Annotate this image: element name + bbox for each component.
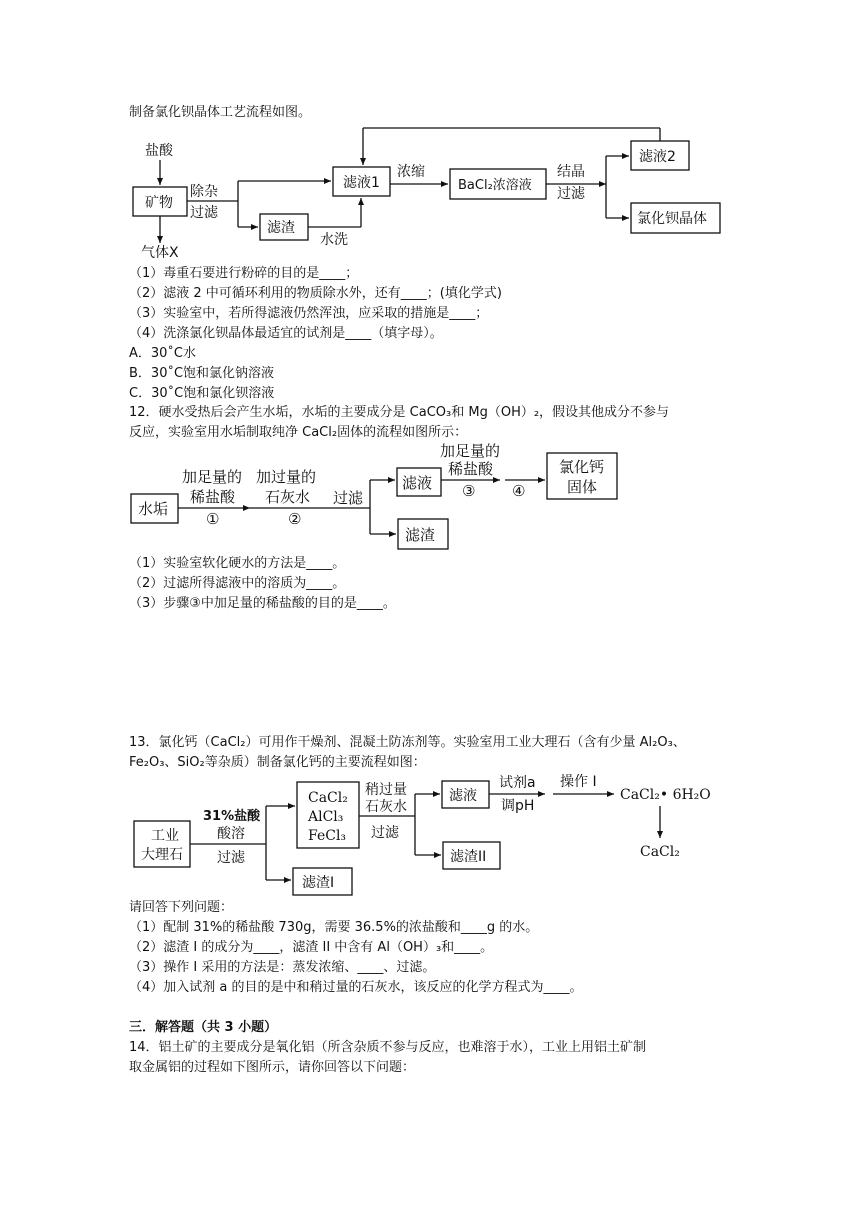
bacl2-solution-label: BaCl₂浓溶液: [458, 178, 532, 193]
acid-line1: 31%盐酸: [203, 809, 261, 824]
purify-label: 除杂: [190, 184, 218, 200]
filter-label: 过滤: [190, 205, 218, 221]
add-hcl2-line1: 加足量的: [440, 442, 501, 460]
q11-question-4: （4）洗涤氯化钡晶体最适宜的试剂是____（填字母）。: [129, 326, 443, 341]
cacl2-solid-line2: 固体: [567, 478, 598, 496]
q13-question-4: （4）加入试剂 a 的目的是中和稍过量的石灰水，该反应的化学方程式为____。: [129, 980, 583, 995]
step4-label: ④: [512, 482, 526, 500]
concentrate-label: 浓缩: [397, 164, 425, 180]
step3-label: ③: [462, 482, 476, 500]
lime-line2: 石灰水: [365, 799, 407, 815]
product-label: CaCl₂: [640, 844, 680, 860]
add-lime-line1: 加过量的: [256, 468, 317, 486]
filtrate1-label: 滤液1: [343, 175, 380, 191]
q11-option-b: B．30˚C饱和氯化钠溶液: [129, 366, 275, 381]
scale-label: 水垢: [138, 500, 169, 518]
reagent-a-label: 试剂a: [499, 775, 536, 791]
add-hcl-line1: 加足量的: [182, 468, 243, 486]
residue1-label: 滤渣I: [302, 875, 335, 891]
q11-question-3: （3）实验室中，若所得滤液仍然浑浊，应采取的措施是____；: [129, 306, 489, 321]
cacl2-solid-line1: 氯化钙: [559, 458, 605, 476]
box-alcl3: AlCl₃: [308, 809, 344, 825]
hcl-label: 盐酸: [145, 143, 173, 159]
q11-question-1: （1）毒重石要进行粉碎的目的是____；: [129, 266, 359, 281]
q12-question-3: （3）步骤③中加足量的稀盐酸的目的是____。: [129, 596, 396, 611]
step2-label: ②: [288, 510, 302, 528]
box-cacl2: CaCl₂: [308, 790, 348, 806]
q13-question-3: （3）操作 I 采用的方法是：蒸发浓缩、____、过滤。: [129, 960, 436, 975]
q11-option-c: C．30˚C饱和氯化钡溶液: [129, 386, 275, 401]
marble-line1: 工业: [151, 828, 179, 844]
wash-label: 水洗: [320, 232, 348, 248]
section3-heading: 三．解答题（共 3 小题）: [129, 1020, 278, 1035]
residue-label-12: 滤渣: [405, 526, 436, 544]
add-hcl2-line2: 稀盐酸: [448, 460, 494, 478]
filtrate-label-13: 滤液: [449, 788, 477, 804]
filtrate2-label: 滤液2: [639, 149, 676, 165]
adjust-ph-label: 调pH: [501, 798, 535, 814]
bacl2-crystal-label: 氯化钡晶体: [637, 211, 707, 227]
lime-line1: 稍过量: [365, 782, 407, 798]
marble-line2: 大理石: [141, 847, 183, 863]
q13-stem-line2: Fe₂O₃、SiO₂等杂质）制备氯化钙的主要流程如图：: [129, 755, 426, 770]
residue-label: 滤渣: [267, 220, 295, 236]
filter2-label: 过滤: [557, 186, 585, 202]
q13-prompt: 请回答下列问题：: [129, 900, 234, 915]
residue2-label: 滤渣II: [450, 849, 487, 865]
q12-stem-line1: 12．硬水受热后会产生水垢，水垢的主要成分是 CaCO₃和 Mg（OH）₂，假设其他成分不参与: [129, 405, 670, 420]
q13-question-2: （2）滤渣 I 的成分为____，滤渣 II 中含有 Al（OH）₃和____。: [129, 940, 494, 955]
filter2-label-13: 过滤: [371, 825, 399, 841]
q11-question-2: （2）滤液 2 中可循环利用的物质除水外，还有____；(填化学式): [129, 286, 502, 301]
q14-line1: 14．铝土矿的主要成分是氧化铝（所含杂质不参与反应，也难溶于水），工业上用铝土矿制: [129, 1040, 647, 1055]
crystallize-label: 结晶: [557, 164, 585, 180]
q12-question-1: （1）实验室软化硬水的方法是____。: [129, 556, 346, 571]
q11-intro: 制备氯化钡晶体工艺流程如图。: [129, 105, 312, 120]
filtrate-label-12: 滤液: [402, 474, 433, 492]
add-lime-line2: 石灰水: [265, 488, 311, 506]
filter-label-13: 过滤: [217, 850, 245, 866]
q13-stem-line1: 13．氯化钙（CaCl₂）可用作干燥剂、混凝土防冻剂等。实验室用工业大理石（含有少量 Al₂O₃、: [129, 735, 686, 750]
q14-line2: 取金属铝的过程如下图所示，请你回答以下问题：: [129, 1060, 416, 1075]
filter-label-12: 过滤: [333, 489, 364, 507]
gas-x-label: 气体X: [141, 245, 179, 261]
q12-stem-line2: 反应，实验室用水垢制取纯净 CaCl₂固体的流程如图所示：: [129, 425, 468, 440]
box-fecl3: FeCl₃: [308, 828, 347, 844]
q11-option-a: A．30˚C水: [129, 346, 197, 361]
operation-label: 操作 I: [560, 774, 597, 790]
ore-label: 矿物: [145, 195, 173, 211]
step1-label: ①: [206, 510, 220, 528]
q12-question-2: （2）过滤所得滤液中的溶质为____。: [129, 576, 346, 591]
hydrate-label: CaCl₂• 6H₂O: [620, 787, 711, 803]
add-hcl-line2: 稀盐酸: [190, 488, 236, 506]
q13-question-1: （1）配制 31%的稀盐酸 730g，需要 36.5%的浓盐酸和____g 的水。: [129, 920, 539, 935]
acid-line2: 酸溶: [217, 826, 245, 842]
